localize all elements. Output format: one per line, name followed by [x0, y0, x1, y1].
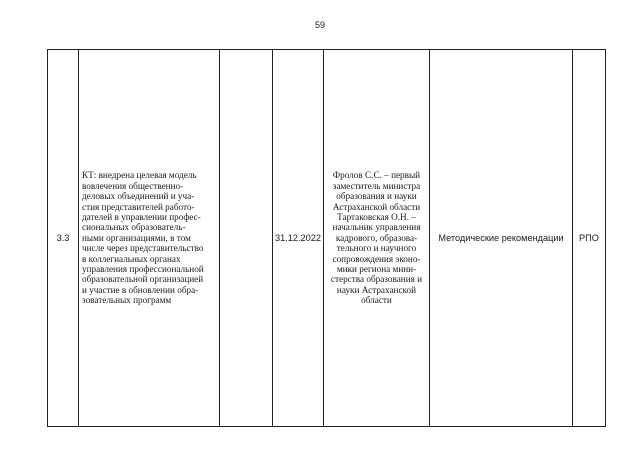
plan-table — [47, 49, 606, 427]
page-number: 59 — [314, 20, 325, 30]
responsible-line: Фролов С.С. – первый — [332, 170, 421, 181]
description-line: и участие в обновлении обра- — [82, 284, 199, 295]
result-code: РПО — [573, 50, 606, 427]
responsible-line: области — [361, 295, 392, 306]
start-date-cell — [220, 50, 273, 427]
event-description — [79, 50, 220, 427]
responsible-line: кадрового, образова- — [335, 232, 418, 243]
responsible-line: образования и науки — [336, 191, 417, 202]
end-date: 31.12.2022 — [273, 50, 324, 427]
description-line: деловых объединений и уча- — [82, 191, 195, 202]
description-line: вовлечения общественно- — [82, 180, 184, 191]
responsible-line: стерства образования и — [330, 274, 423, 285]
description-line: дателей в управлении профес- — [82, 211, 201, 222]
responsible-line: Тартаковская О.Н. – — [337, 211, 416, 222]
responsible-line: науки Астраханской — [336, 284, 417, 295]
table-row — [48, 50, 606, 427]
description-line: сиональных образователь- — [82, 222, 186, 233]
responsible-line: тельного и научного — [336, 243, 417, 254]
description-line: управления профессиональной — [82, 264, 204, 275]
description-line: в коллегиальных органах — [82, 253, 181, 264]
description-line: образовательной организацией — [82, 274, 204, 285]
description-line: ными организациями, в том — [82, 232, 191, 243]
responsible-line: мики региона мини- — [336, 264, 417, 275]
row-number: 3.3 — [48, 50, 79, 427]
responsible-persons — [324, 50, 430, 427]
responsible-line: Астраханской области — [332, 201, 421, 212]
description-line: КТ: внедрена целевая модель — [82, 170, 197, 181]
result-document: Методические рекомендации — [430, 50, 573, 427]
responsible-line: сопровождения эконо- — [332, 253, 421, 264]
description-line: зовательных программ — [82, 295, 172, 306]
responsible-line: заместитель министра — [332, 180, 421, 191]
responsible-line: начальник управления — [332, 222, 421, 233]
description-line: стия представителей работо- — [82, 201, 195, 212]
description-line: числе через представительство — [82, 243, 204, 254]
